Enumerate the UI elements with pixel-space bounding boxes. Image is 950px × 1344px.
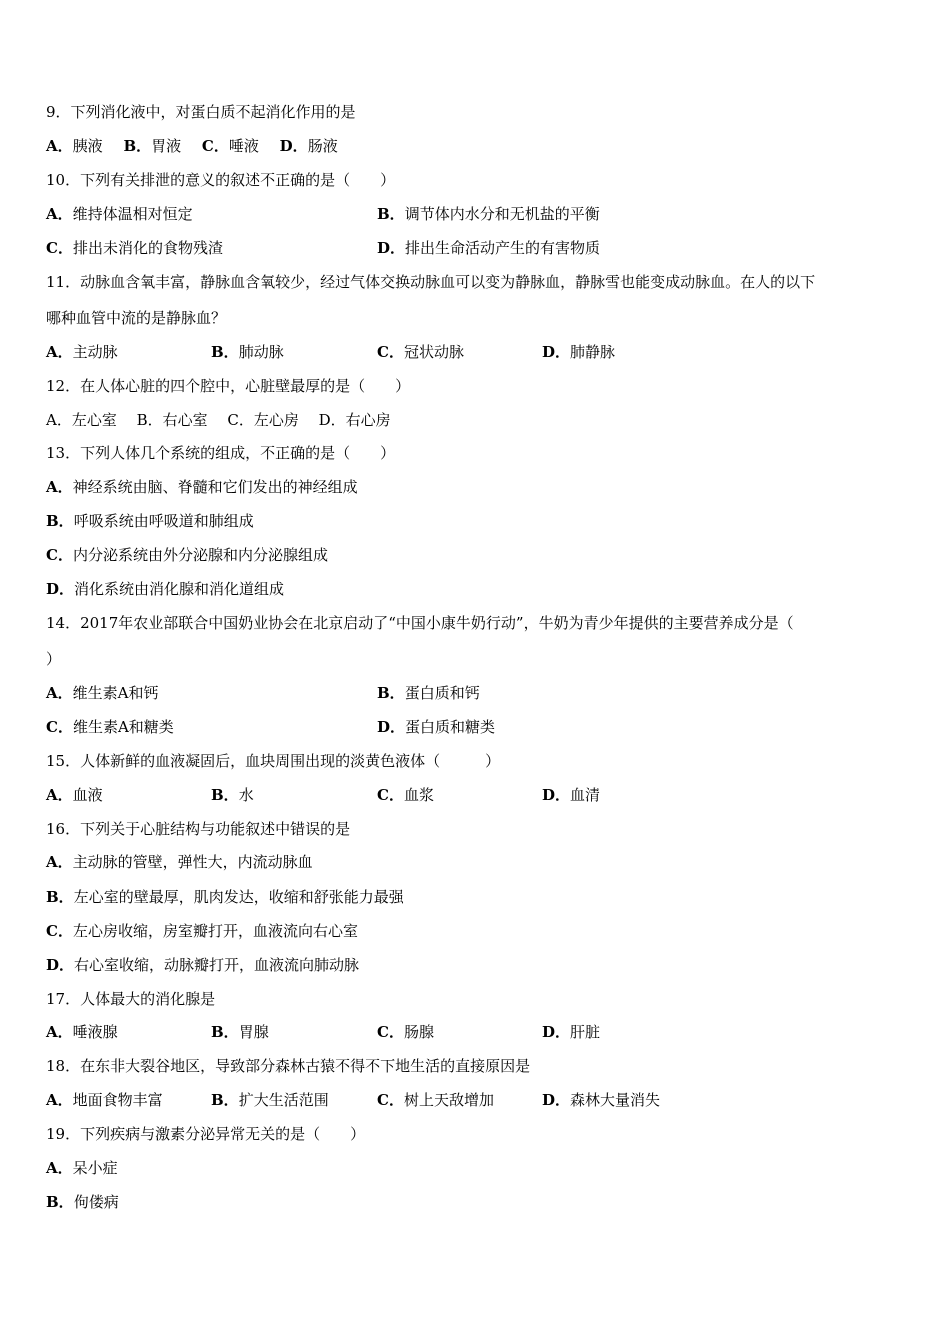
question-15-option-d: D．血清 — [542, 786, 601, 804]
question-11-option-b: B．肺动脉 — [211, 343, 284, 361]
question-19-stem: 19．下列疾病与激素分泌异常无关的是（ ） — [46, 1125, 366, 1143]
question-11-option-d: D．肺静脉 — [542, 343, 616, 361]
question-9-options: A．胰液 B．胃液 C．唾液 D．肠液 — [46, 137, 338, 155]
question-13-option-a: A．神经系统由脑、脊髓和它们发出的神经组成 — [46, 478, 358, 496]
question-11-option-a: A．主动脉 — [46, 343, 118, 361]
question-11-option-c: C．冠状动脉 — [377, 343, 464, 361]
question-12-options: A．左心室 B．右心室 C．左心房 D．右心房 — [46, 411, 391, 429]
question-10-option-a: A．维持体温相对恒定 — [46, 205, 193, 223]
question-14-option-d: D．蛋白质和糖类 — [377, 718, 496, 736]
question-16-stem: 16．下列关于心脏结构与功能叙述中错误的是 — [46, 820, 351, 838]
question-18-option-b: B．扩大生活范围 — [211, 1091, 329, 1109]
question-9-stem: 9．下列消化液中，对蛋白质不起消化作用的是 — [46, 103, 356, 121]
question-13-option-c: C．内分泌系统由外分泌腺和内分泌腺组成 — [46, 546, 328, 564]
question-10-option-b: B．调节体内水分和无机盐的平衡 — [377, 205, 600, 223]
question-16-option-b: B．左心室的壁最厚，肌肉发达，收缩和舒张能力最强 — [46, 888, 404, 906]
question-18-option-c: C．树上天敌增加 — [377, 1091, 494, 1109]
question-14-option-b: B．蛋白质和钙 — [377, 684, 480, 702]
question-17-option-c: C．肠腺 — [377, 1023, 434, 1041]
question-16-option-d: D．右心室收缩，动脉瓣打开，血液流向肺动脉 — [46, 956, 360, 974]
question-16-option-a: A．主动脉的管壁，弹性大，内流动脉血 — [46, 853, 313, 871]
question-17-option-d: D．肝脏 — [542, 1023, 601, 1041]
question-10-option-d: D．排出生命活动产生的有害物质 — [377, 239, 601, 257]
question-18-option-a: A．地面食物丰富 — [46, 1091, 163, 1109]
question-16-option-c: C．左心房收缩，房室瓣打开，血液流向右心室 — [46, 922, 358, 940]
question-17-stem: 17．人体最大的消化腺是 — [46, 990, 216, 1008]
question-13-option-b: B．呼吸系统由呼吸道和肺组成 — [46, 512, 254, 530]
question-18-stem: 18．在东非大裂谷地区，导致部分森林古猿不得不下地生活的直接原因是 — [46, 1057, 531, 1075]
question-13-option-d: D．消化系统由消化腺和消化道组成 — [46, 580, 285, 598]
question-15-option-c: C．血浆 — [377, 786, 434, 804]
question-11-stem-cont: 哪种血管中流的是静脉血？ — [46, 309, 227, 327]
question-17-option-a: A．唾液腺 — [46, 1023, 118, 1041]
question-14-stem-cont: ） — [46, 650, 62, 668]
question-18-option-d: D．森林大量消失 — [542, 1091, 661, 1109]
question-14-stem: 14．2017年农业部联合中国奶业协会在北京启动了“中国小康牛奶行动”，牛奶为青少年提供的主要营养成分是（ — [46, 614, 794, 632]
question-13-stem: 13．下列人体几个系统的组成，不正确的是（ ） — [46, 444, 396, 462]
question-11-stem: 11．动脉血含氧丰富，静脉血含氧较少，经过气体交换动脉血可以变为静脉血，静脉雪也能变成动脉血。在人的以下 — [46, 273, 816, 291]
question-10-option-c: C．排出未消化的食物残渣 — [46, 239, 223, 257]
question-14-option-a: A．维生素A和钙 — [46, 684, 159, 702]
question-14-option-c: C．维生素A和糖类 — [46, 718, 174, 736]
question-15-stem: 15．人体新鲜的血液凝固后，血块周围出现的淡黄色液体（ ） — [46, 752, 501, 770]
question-15-option-a: A．血液 — [46, 786, 103, 804]
question-19-option-b: B．佝偻病 — [46, 1193, 119, 1211]
question-12-stem: 12．在人体心脏的四个腔中，心脏壁最厚的是（ ） — [46, 377, 411, 395]
question-17-option-b: B．胃腺 — [211, 1023, 269, 1041]
question-15-option-b: B．水 — [211, 786, 254, 804]
question-10-stem: 10．下列有关排泄的意义的叙述不正确的是（ ） — [46, 171, 396, 189]
question-19-option-a: A．呆小症 — [46, 1159, 118, 1177]
